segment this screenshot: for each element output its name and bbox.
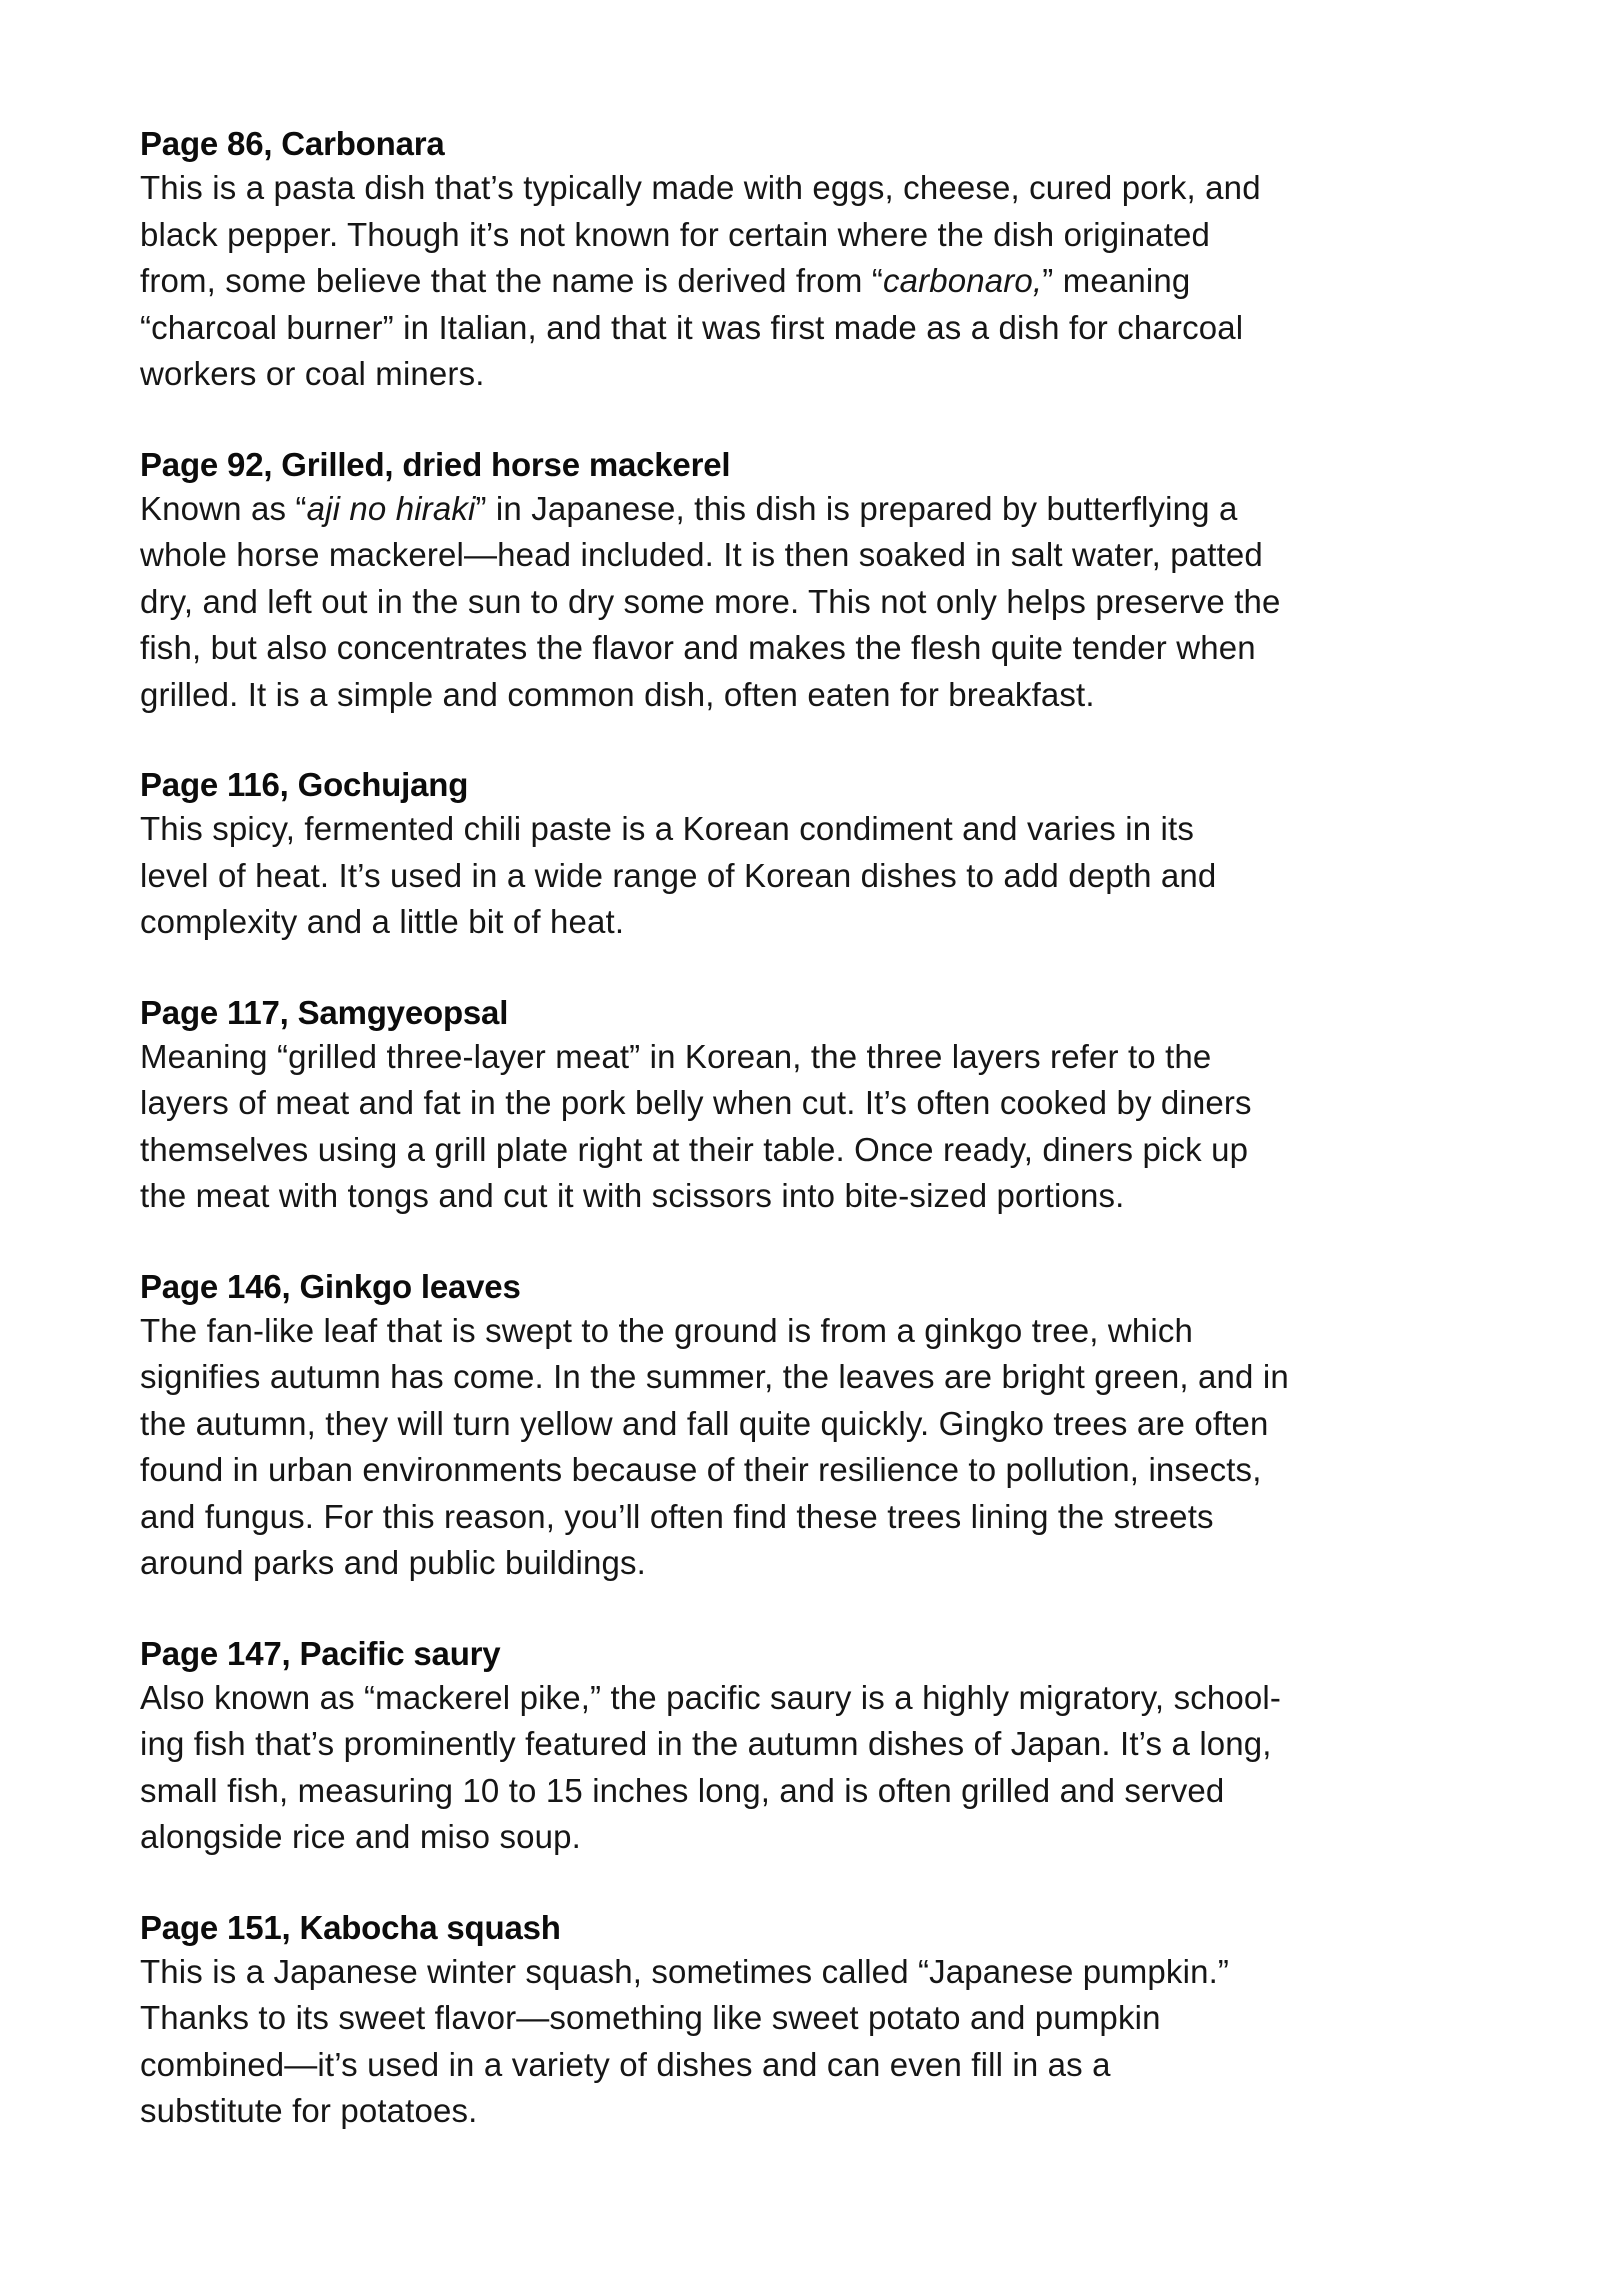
entry-body-line bbox=[140, 1494, 1540, 1541]
text-run: Meaning “grilled three-layer meat” in Korean, the three layers refer to the bbox=[140, 1037, 1212, 1075]
text-run: The fan-like leaf that is swept to the ground is from a ginkgo tree, which bbox=[140, 1311, 1193, 1349]
glossary-entries bbox=[140, 123, 1540, 2135]
text-run: ” meaning bbox=[1042, 262, 1191, 299]
entry-heading: Page 146, Ginkgo leaves bbox=[140, 1267, 521, 1305]
text-run: level of heat. It’s used in a wide range of Korean dishes to add depth and bbox=[140, 856, 1217, 894]
entry-body-line bbox=[140, 1173, 1540, 1220]
entry-body-line bbox=[140, 1814, 1540, 1861]
text-run: Thanks to its sweet flavor—something like sweet potato and pumpkin bbox=[140, 1999, 1161, 2036]
text-run: whole horse mackerel—head included. It is then soaked in salt water, patted bbox=[140, 536, 1263, 573]
text-run: dry, and left out in the sun to dry some more. This not only helps preserve the bbox=[140, 582, 1281, 620]
entry-body-line bbox=[140, 579, 1540, 626]
text-run: small fish, measuring 10 to 15 inches long, and is often grilled and served bbox=[140, 1771, 1225, 1809]
entry-body bbox=[140, 486, 1540, 719]
text-run: signifies autumn has come. In the summer, the leaves are bright green, and in bbox=[140, 1358, 1289, 1395]
entry-body-line bbox=[140, 1308, 1540, 1355]
entry-body-line bbox=[140, 625, 1540, 672]
italic-term: aji no hiraki bbox=[306, 489, 476, 527]
glossary-entry bbox=[140, 444, 1540, 719]
entry-body bbox=[140, 1308, 1540, 1587]
text-run: alongside rice and miso soup. bbox=[140, 1818, 581, 1855]
entry-body-line bbox=[140, 165, 1540, 212]
text-run: workers or coal miners. bbox=[140, 355, 485, 392]
text-run: found in urban environments because of their resilience to pollution, insects, bbox=[140, 1451, 1262, 1488]
text-run: and fungus. For this reason, you’ll often find these trees lining the streets bbox=[140, 1497, 1214, 1535]
text-run: ing fish that’s prominently featured in the autumn dishes of Japan. It’s a long, bbox=[140, 1725, 1272, 1762]
entry-body-line bbox=[140, 212, 1540, 259]
text-run: grilled. It is a simple and common dish, often eaten for breakfast. bbox=[140, 675, 1095, 713]
entry-body-line bbox=[140, 1080, 1540, 1127]
entry-body-line bbox=[140, 305, 1540, 352]
text-run: black pepper. Though it’s not known for certain where the dish originated bbox=[140, 215, 1211, 253]
glossary-entry bbox=[140, 1633, 1540, 1861]
entry-body-line bbox=[140, 258, 1540, 305]
entry-body-line bbox=[140, 1949, 1540, 1996]
entry-body-line bbox=[140, 1995, 1540, 2042]
entry-body-line bbox=[140, 2088, 1540, 2135]
entry-body-line bbox=[140, 351, 1540, 398]
entry-body bbox=[140, 1034, 1540, 1220]
entry-body-line bbox=[140, 2042, 1540, 2089]
text-run: the autumn, they will turn yellow and fall quite quickly. Gingko trees are often bbox=[140, 1404, 1269, 1442]
entry-body-line bbox=[140, 672, 1540, 719]
entry-body-line bbox=[140, 1721, 1540, 1768]
text-run: This spicy, fermented chili paste is a Korean condiment and varies in its bbox=[140, 810, 1194, 847]
text-run: around parks and public buildings. bbox=[140, 1544, 646, 1581]
entry-heading: Page 92, Grilled, dried horse mackerel bbox=[140, 445, 731, 483]
entry-body-line bbox=[140, 532, 1540, 579]
entry-body bbox=[140, 165, 1540, 398]
text-run: This is a Japanese winter squash, sometimes called “Japanese pumpkin.” bbox=[140, 1952, 1230, 1990]
text-run: from, some believe that the name is derived from “ bbox=[140, 262, 883, 299]
text-run: themselves using a grill plate right at their table. Once ready, diners pick up bbox=[140, 1130, 1249, 1168]
entry-body-line bbox=[140, 1540, 1540, 1587]
entry-body-line bbox=[140, 1447, 1540, 1494]
text-run: substitute for potatoes. bbox=[140, 2092, 478, 2129]
entry-body-line bbox=[140, 1127, 1540, 1174]
text-run: “charcoal burner” in Italian, and that it was first made as a dish for charcoal bbox=[140, 308, 1244, 346]
entry-heading: Page 117, Samgyeopsal bbox=[140, 993, 509, 1031]
glossary-entry bbox=[140, 1907, 1540, 2135]
entry-body bbox=[140, 806, 1540, 946]
text-run: Known as “ bbox=[140, 489, 307, 527]
text-run: combined—it’s used in a variety of dishes and can even fill in as a bbox=[140, 2045, 1111, 2083]
text-run: the meat with tongs and cut it with scissors into bite-sized portions. bbox=[140, 1177, 1125, 1214]
glossary-entry bbox=[140, 1266, 1540, 1587]
entry-heading: Page 151, Kabocha squash bbox=[140, 1908, 561, 1946]
entry-body-line bbox=[140, 1401, 1540, 1448]
entry-body-line bbox=[140, 486, 1540, 533]
entry-heading: Page 86, Carbonara bbox=[140, 125, 445, 162]
text-run: ” in Japanese, this dish is prepared by butterflying a bbox=[475, 489, 1238, 527]
entry-body-line bbox=[140, 1675, 1540, 1722]
entry-body-line bbox=[140, 1354, 1540, 1401]
entry-body-line bbox=[140, 1034, 1540, 1081]
italic-term: carbonaro, bbox=[882, 262, 1043, 299]
glossary-entry bbox=[140, 123, 1540, 398]
entry-heading: Page 116, Gochujang bbox=[140, 766, 469, 803]
entry-heading: Page 147, Pacific saury bbox=[140, 1634, 501, 1672]
text-run: fish, but also concentrates the flavor and makes the flesh quite tender when bbox=[140, 629, 1256, 666]
glossary-entry bbox=[140, 764, 1540, 946]
entry-body bbox=[140, 1949, 1540, 2135]
entry-body-line bbox=[140, 899, 1540, 946]
glossary-entry bbox=[140, 992, 1540, 1220]
entry-body-line bbox=[140, 806, 1540, 853]
text-run: layers of meat and fat in the pork belly when cut. It’s often cooked by diners bbox=[140, 1084, 1252, 1121]
text-run: complexity and a little bit of heat. bbox=[140, 903, 625, 940]
entry-body-line bbox=[140, 853, 1540, 900]
entry-body bbox=[140, 1675, 1540, 1861]
text-run: Also known as “mackerel pike,” the pacific saury is a highly migratory, school- bbox=[140, 1678, 1282, 1716]
text-run: This is a pasta dish that’s typically made with eggs, cheese, cured pork, and bbox=[140, 169, 1261, 206]
entry-body-line bbox=[140, 1768, 1540, 1815]
